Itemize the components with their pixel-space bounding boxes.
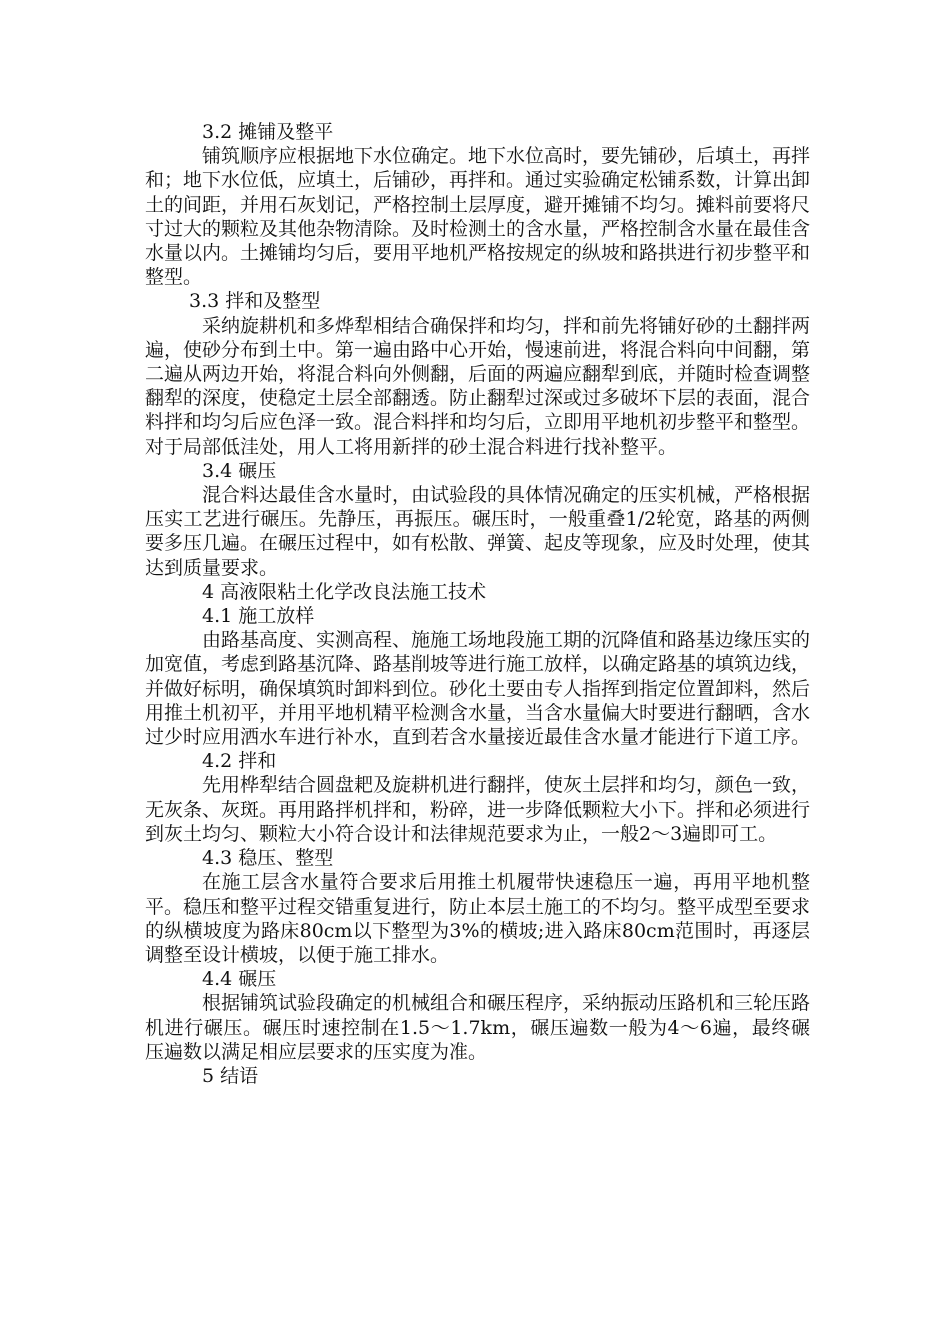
section-heading-3-4: 3.4 碾压 xyxy=(202,459,277,482)
section-heading-4-4: 4.4 碾压 xyxy=(202,968,277,991)
section-heading-4: 4 高液限粘土化学改良法施工技术 xyxy=(202,580,487,603)
paragraph-4-1: 由路基高度、实测高程、施施工场地段施工期的沉降值和路基边缘压实的加宽值，考虑到路基沉降、路基削坡等进行施工放样，以确定路基的填筑边线，并做好标明，确保填筑时卸料到位。砂化土要由专人指挥到指定位置卸料，然后用推土机初平，并用平地机精平检测含水量，当含水量偏大时要进行翻晒，含水过少时应用洒水车进行补水，直到若含水量接近最佳含水量才能进行下道工序。 xyxy=(145,629,811,749)
section-heading-4-3: 4.3 稳压、整型 xyxy=(202,847,334,870)
paragraph-3-2: 铺筑顺序应根据地下水位确定。地下水位高时，要先铺砂，后填土，再拌和；地下水位低，应填土，后铺砂，再拌和。通过实验确定松铺系数，计算出卸土的间距，并用石灰划记，严格控制土层厚度，避开摊铺不均匀。摊料前要将尺寸过大的颗粒及其他杂物清除。及时检测土的含水量，严格控制含水量在最佳含水量以内。土摊铺均匀后，要用平地机严格按规定的纵坡和路拱进行初步整平和整型。 xyxy=(145,145,811,289)
section-heading-4-1: 4.1 施工放样 xyxy=(202,605,315,628)
paragraph-3-3: 采纳旋耕机和多烨犁相结合确保拌和均匀，拌和前先将铺好砂的土翻拌两遍，使砂分布到土中。第一遍由路中心开始，慢速前进，将混合料向中间翻，第二遍从两边开始，将混合料向外侧翻，后面的两遍应翻犁到底，并随时检查调整翻犁的深度，使稳定土层全部翻透。防止翻犁过深或过多破坏下层的表面，混合料拌和均匀后应色泽一致。混合料拌和均匀后，立即用平地机初步整平和整型。对于局部低洼处，用人工将用新拌的砂土混合料进行找补整平。 xyxy=(145,314,811,458)
paragraph-4-4: 根据铺筑试验段确定的机械组合和碾压程序，采纳振动压路机和三轮压路机进行碾压。碾压时速控制在1.5～1.7km，碾压遍数一般为4～6遍，最终碾压遍数以满足相应层要求的压实度为准。 xyxy=(145,992,811,1063)
section-heading-3-3: 3.3 拌和及整型 xyxy=(189,290,321,313)
paragraph-4-2: 先用桦犁结合圆盘耙及旋耕机进行翻拌，使灰土层拌和均匀，颜色一致，无灰条、灰斑。再用路拌机拌和，粉碎，进一步降低颗粒大小下。拌和必须进行到灰土均匀、颗粒大小符合设计和法律规范要求为止，一般2～3遍即可工。 xyxy=(145,774,811,845)
section-heading-4-2: 4.2 拌和 xyxy=(202,750,277,773)
paragraph-3-4: 混合料达最佳含水量时，由试验段的具体情况确定的压实机械，严格根据压实工艺进行碾压。先静压，再振压。碾压时，一般重叠1/2轮宽，路基的两侧要多压几遍。在碾压过程中，如有松散、弹簧、起皮等现象，应及时处理，使其达到质量要求。 xyxy=(145,484,811,579)
document-page xyxy=(145,120,810,1088)
section-heading-5: 5 结语 xyxy=(202,1064,259,1087)
section-heading-3-2: 3.2 摊铺及整平 xyxy=(202,121,334,143)
paragraph-4-3: 在施工层含水量符合要求后用推土机履带快速稳压一遍，再用平地机整平。稳压和整平过程交错重复进行，防止本层土施工的不均匀。整平成型至要求的纵横坡度为路床80cm以下整型为3%的横坡;进入路床80cm范围时，再逐层调整至设计横坡，以便于施工排水。 xyxy=(145,871,811,966)
